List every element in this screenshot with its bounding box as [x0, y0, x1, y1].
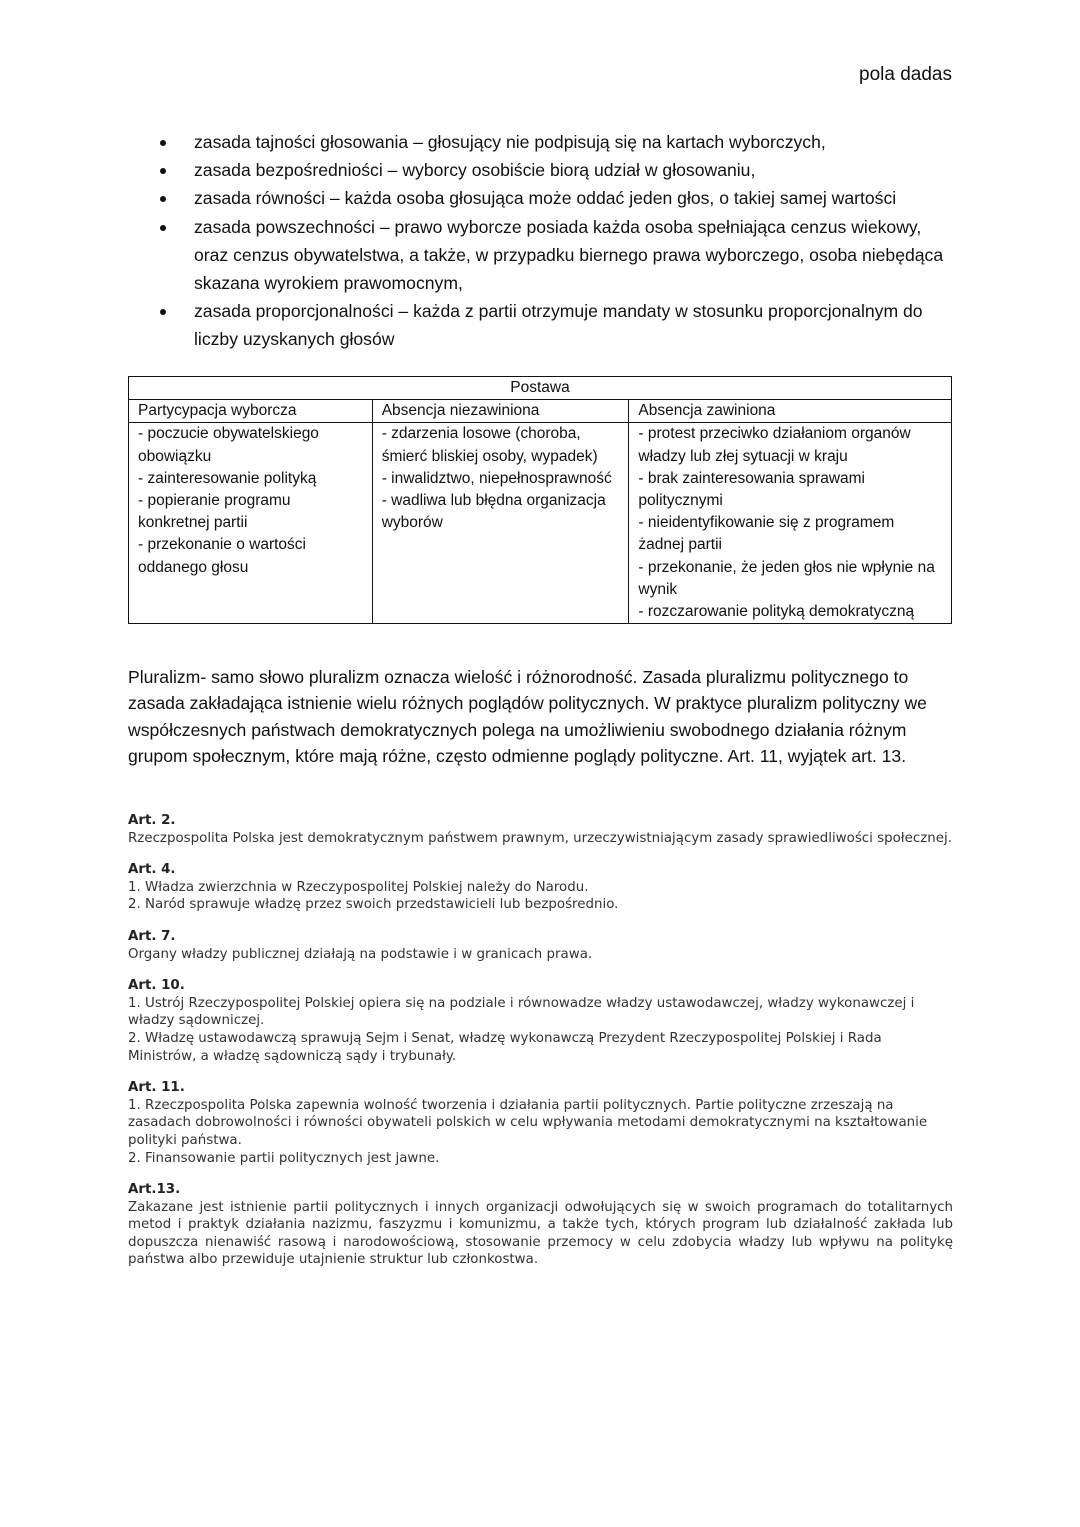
list-item: zasada równości – każda osoba głosująca może oddać jeden głos, o takiej samej wartości	[160, 184, 950, 212]
list-item: zasada proporcjonalności – każda z partii otrzymuje mandaty w stosunku proporcjonalnym do liczby uzyskanych głosów	[160, 297, 950, 353]
article	[128, 1079, 953, 1167]
article	[128, 1181, 953, 1269]
article-text: 1. Władza zwierzchnia w Rzeczypospolitej Polskiej należy do Narodu.	[128, 879, 589, 895]
table-header: Postawa	[129, 377, 952, 400]
election-principles-list	[160, 128, 950, 354]
article	[128, 928, 953, 963]
article-text: Organy władzy publicznej działają na podstawie i w granicach prawa.	[128, 946, 593, 962]
article-text: Rzeczpospolita Polska jest demokratycznym państwem prawnym, urzeczywistniającym zasady sprawiedliwości społecznej.	[128, 830, 952, 846]
list-item: zasada tajności głosowania – głosujący nie podpisują się na kartach wyborczych,	[160, 128, 950, 156]
bullet-icon	[160, 196, 166, 202]
column-header: Partycypacja wyborcza	[129, 400, 373, 423]
article-title: Art.13.	[128, 1182, 181, 1198]
article-title: Art. 2.	[128, 813, 176, 828]
article-text: 2. Władzę ustawodawczą sprawują Sejm i Senat, władzę wykonawczą Prezydent Rzeczypospolitej Polskiej i Rada Ministrów, a władzę sądowniczą sądy i trybunały.	[128, 1030, 882, 1064]
bullet-icon	[160, 140, 166, 146]
article-text: 2. Naród sprawuje władzę przez swoich przedstawicieli lub bezpośrednio.	[128, 897, 619, 913]
article	[128, 977, 953, 1065]
article-title: Art. 4.	[128, 862, 176, 878]
bullet-icon	[160, 309, 166, 315]
attitude-table	[128, 376, 952, 624]
article-text: 2. Finansowanie partii politycznych jest jawne.	[128, 1150, 440, 1166]
article-text: 1. Rzeczpospolita Polska zapewnia wolność tworzenia i działania partii politycznych. Partie polityczne zrzeszają na zasadach dobrowolności i równości obywateli polskich w celu wpływania metodami demokratycznymi na kształtowanie polityki państwa.	[128, 1097, 928, 1148]
constitution-articles	[128, 812, 953, 1283]
column-header: Absencja niezawiniona	[372, 400, 629, 423]
table-cell: - protest przeciwko działaniom organów władzy lub złej sytuacji w kraju - brak zainteresowania sprawami politycznymi - nieidentyfikowanie się z programem żadnej partii - przekonanie, że jeden głos nie wpłynie na wynik - rozczarowanie polityką demokratyczną	[629, 423, 952, 624]
bullet-icon	[160, 225, 166, 231]
list-item: zasada powszechności – prawo wyborcze posiada każda osoba spełniająca cenzus wiekowy, oraz cenzus obywatelstwa, a także, w przypadku biernego prawa wyborczego, osoba niebędąca skazana wyrokiem prawomocnym,	[160, 213, 950, 298]
article-title: Art. 7.	[128, 928, 176, 944]
table-cell: - poczucie obywatelskiego obowiązku - zainteresowanie polityką - popieranie programu konkretnej partii - przekonanie o wartości oddanego głosu	[129, 423, 373, 624]
article	[128, 861, 953, 914]
column-header: Absencja zawiniona	[629, 400, 952, 423]
list-item: zasada bezpośredniości – wyborcy osobiście biorą udział w głosowaniu,	[160, 156, 950, 184]
article	[128, 812, 953, 847]
article-text: Zakazane jest istnienie partii politycznych i innych organizacji odwołujących się w swoich programach do totalitarnych metod i praktyk działania nazizmu, faszyzmu i komunizmu, a także tych, których program lub działalność zakłada lub dopuszcza nienawiść rasową i narodowościową, stosowanie przemocy w celu zdobycia władzy lub wpływu na politykę państwa albo przewiduje utajnienie struktur lub członkostwa.	[128, 1199, 953, 1268]
bullet-icon	[160, 168, 166, 174]
table-cell: - zdarzenia losowe (choroba, śmierć bliskiej osoby, wypadek) - inwalidztwo, niepełnosprawność - wadliwa lub błędna organizacja wyborów	[372, 423, 629, 624]
article-text: 1. Ustrój Rzeczypospolitej Polskiej opiera się na podziale i równowadze władzy ustawodawczej, władzy wykonawczej i władzy sądowniczej.	[128, 995, 915, 1029]
article-title: Art. 11.	[128, 1080, 185, 1096]
pluralism-paragraph: Pluralizm- samo słowo pluralizm oznacza wielość i różnorodność. Zasada pluralizmu politycznego to zasada zakładająca istnienie wielu różnych poglądów politycznych. W praktyce pluralizm polityczny we współczesnych państwach demokratycznych polega na umożliwieniu swobodnego działania różnym grupom społecznym, które mają różne, często odmienne poglądy polityczne. Art. 11, wyjątek art. 13.	[128, 667, 927, 767]
author-name: pola dadas	[859, 64, 952, 85]
article-title: Art. 10.	[128, 978, 185, 994]
